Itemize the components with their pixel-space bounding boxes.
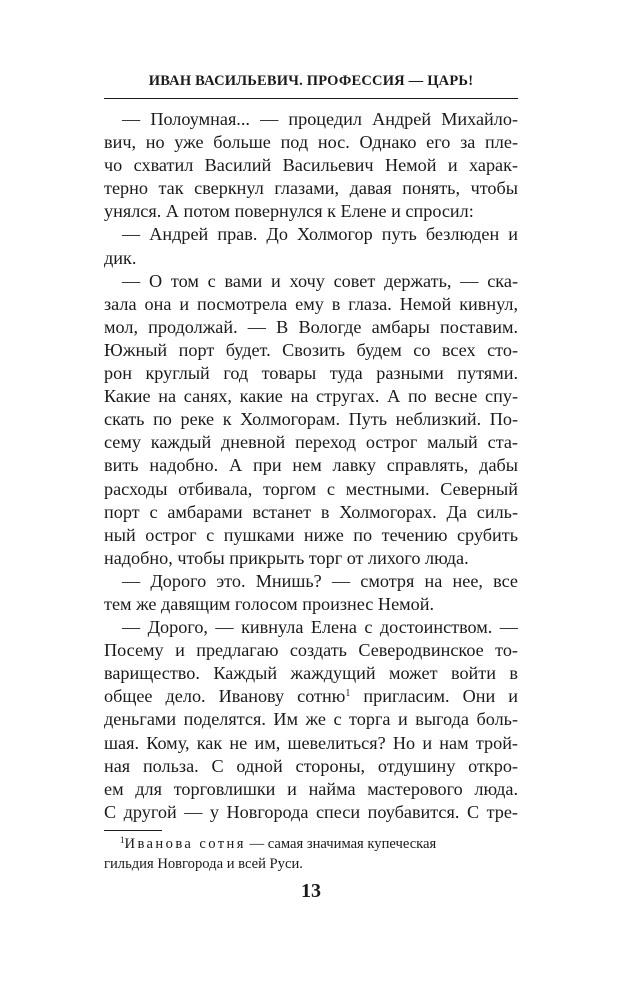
text-line: вить надобно. А при нем лавку справлять, дабы (104, 455, 518, 476)
body-text (104, 108, 518, 824)
text-line: Посему и предлагаю создать Северодвинское то- (104, 640, 518, 661)
text-segment: общее дело. Иванову сотню (104, 686, 346, 707)
footnote-line: гильдия Новгорода и всей Руси. (104, 856, 303, 872)
text-line: скать по реке к Холмогорам. Путь неблизкий. По- (104, 409, 518, 430)
page-number: 13 (301, 880, 321, 902)
footnote-text: — самая значимая купеческая (245, 836, 437, 852)
text-line: деньгами поделятся. Им же с торга и выгода боль- (104, 709, 518, 730)
text-line: чо схватил Василий Васильевич Немой и харак- (104, 155, 518, 176)
header-rule (104, 98, 518, 99)
footnote-rule (104, 830, 162, 831)
running-head: ИВАН ВАСИЛЬЕВИЧ. ПРОФЕССИЯ — ЦАРЬ! (148, 73, 474, 89)
text-line: рон круглый год товары туда разными путями. (104, 363, 518, 384)
text-line: сему каждый дневной переход острог малый ста- (104, 432, 518, 453)
text-line: Какие на санях, какие на стругах. А по весне спу- (104, 386, 518, 407)
text-line: варищество. Каждый жаждущий может войти в (104, 663, 518, 684)
text-line: дик. (104, 247, 137, 268)
footnote (104, 834, 518, 874)
text-line (104, 685, 518, 708)
text-line: терно так сверкнул глазами, давая понять, чтобы (104, 178, 518, 199)
footnote-reference[interactable]: 1 (345, 688, 351, 700)
text-line: — Андрей прав. До Холмогор путь безлюден и (122, 224, 518, 245)
text-line: надобно, чтобы прикрыть торг от лихого люда. (104, 547, 469, 568)
text-segment: пригласим. Они и (350, 686, 518, 707)
text-line: унялся. А потом повернулся к Елене и спросил: (104, 201, 474, 222)
text-line: — О том с вами и хочу совет держать, — ска- (122, 270, 518, 291)
text-line: ная польза. С одной стороны, отдушину откро- (104, 755, 518, 776)
text-line: вич, но уже больше под нос. Однако его за пле- (104, 132, 518, 153)
text-line: порт с амбарами встанет в Холмогорах. Да силь- (104, 501, 518, 522)
footnote-term: Иванова сотня (124, 836, 246, 852)
footnote-mark: 1 (120, 835, 125, 845)
text-line: зала она и посмотрела ему в глаза. Немой кивнул, (104, 293, 518, 314)
text-line: тем же давящим голосом произнес Немой. (104, 593, 435, 614)
text-line: — Дорого это. Мнишь? — смотря на нее, все (122, 570, 518, 591)
text-line: мол, продолжай. — В Вологде амбары поставим. (104, 316, 518, 337)
text-line: С другой — у Новгорода спеси поубавится. С тре- (104, 801, 518, 822)
text-line: ем для торговлишки и найма мастерового люда. (104, 778, 518, 799)
footnote-line (104, 834, 518, 854)
text-line: ный острог с пушками ниже по течению срубить (104, 524, 518, 545)
text-line: — Полоумная... — процедил Андрей Михайло- (122, 109, 518, 129)
text-line: расходы отбивала, торгом с местными. Северный (104, 478, 518, 499)
text-line: Южный порт будет. Свозить будем со всех сто- (104, 339, 518, 360)
text-line: шая. Кому, как не им, шевелиться? Но и нам трой- (104, 732, 518, 753)
text-line: — Дорого, — кивнула Елена с достоинством. — (122, 617, 518, 638)
